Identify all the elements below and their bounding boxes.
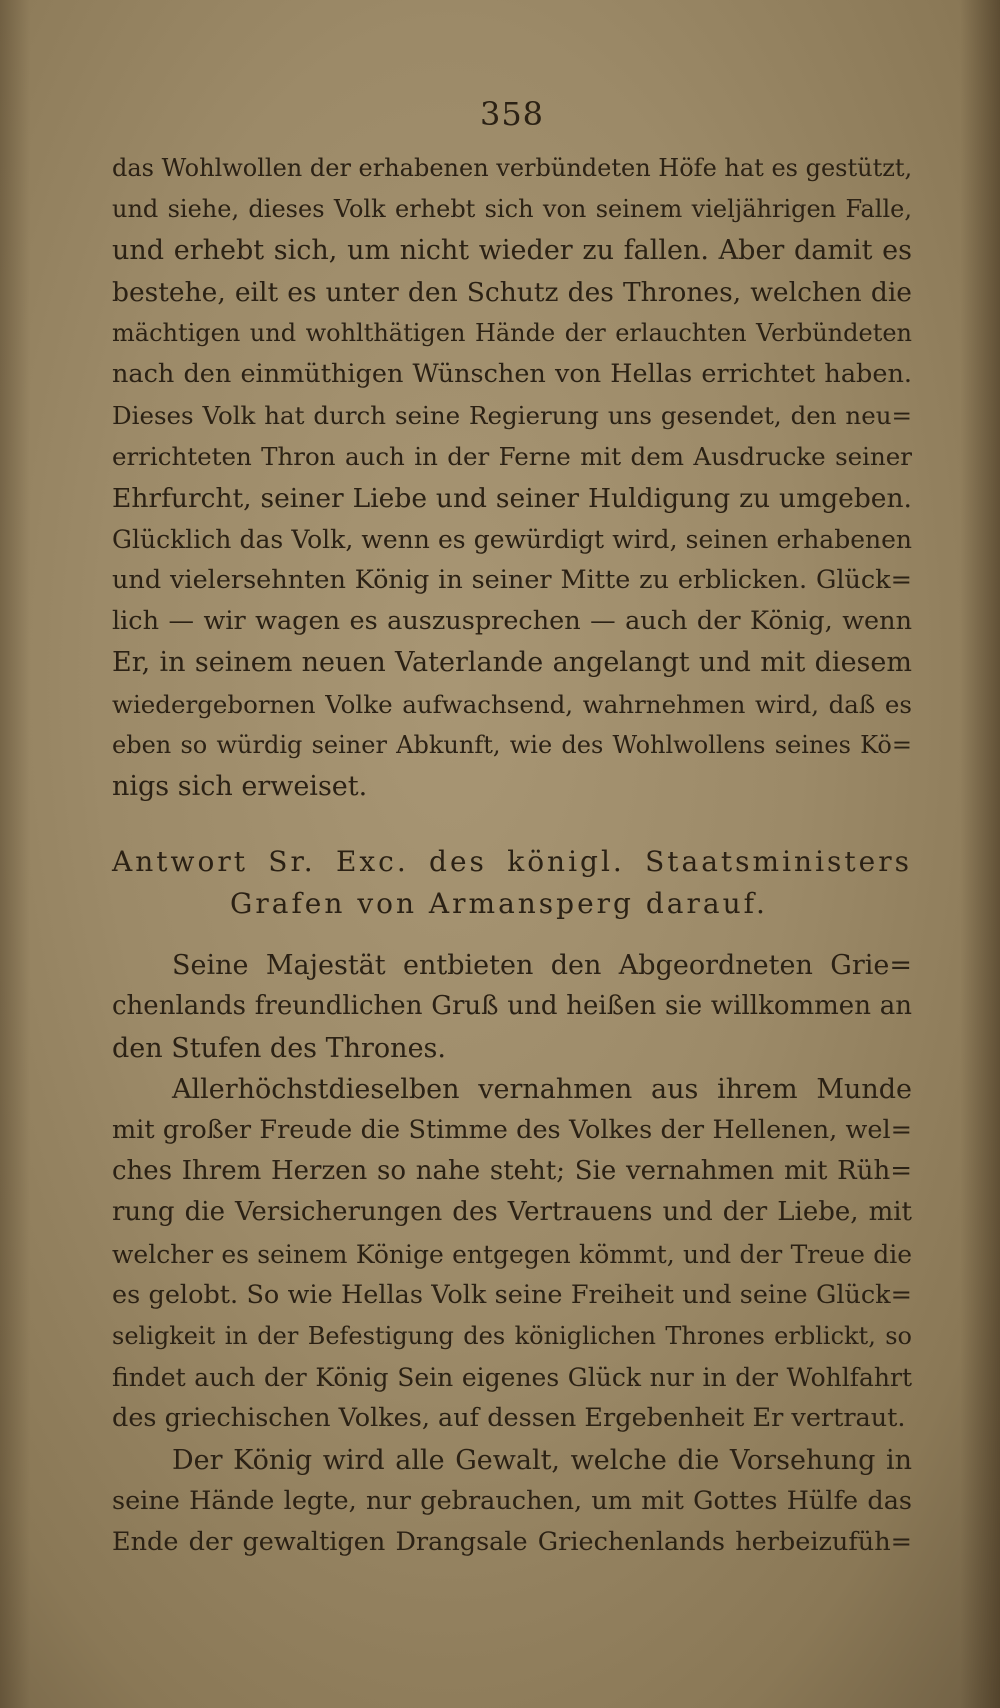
text-block xyxy=(112,90,912,1563)
text-line: chenlands freundlichen Gruß und heißen sie willkommen an xyxy=(112,991,912,1022)
text-line: mächtigen und wohlthätigen Hände der erlauchten Verbündeten xyxy=(112,318,912,347)
text-line: Ende der gewaltigen Drangsale Griechenlands herbeizufüh= xyxy=(112,1527,912,1558)
paragraph-2 xyxy=(112,945,912,1069)
text-line: nach den einmüthigen Wünschen von Hellas errichtet haben. xyxy=(112,359,912,390)
text-line: und vielersehnten König in seiner Mitte zu erblicken. Glück= xyxy=(112,565,912,596)
text-line: welcher es seinem Könige entgegen kömmt, und der Treue die xyxy=(112,1239,912,1269)
text-line: nigs sich erweiset. xyxy=(112,771,368,803)
text-line: Dieses Volk hat durch seine Regierung uns gesendet, den neu= xyxy=(112,401,912,431)
text-line: lich — wir wagen es auszusprechen — auch der König, wenn xyxy=(112,606,912,637)
text-line: mit großer Freude die Stimme des Volkes der Hellenen, wel= xyxy=(112,1115,912,1146)
text-line: den Stufen des Thrones. xyxy=(112,1032,446,1064)
text-line: und siehe, dieses Volk erhebt sich von seinem vieljährigen Falle, xyxy=(112,195,912,224)
text-line: des griechischen Volkes, auf dessen Ergebenheit Er vertraut. xyxy=(112,1403,906,1434)
text-line: Glücklich das Volk, wenn es gewürdigt wird, seinen erhabenen xyxy=(112,524,912,554)
section-heading xyxy=(112,841,912,925)
text-line: rung die Versicherungen des Vertrauens und der Liebe, mit xyxy=(112,1197,912,1228)
text-line: Allerhöchstdieselben vernahmen aus ihrem Munde xyxy=(172,1073,912,1105)
text-line: seine Hände legte, nur gebrauchen, um mit Gottes Hülfe das xyxy=(112,1485,912,1516)
page-edge-shadow xyxy=(960,0,1000,1708)
text-line: wiedergebornen Volke aufwachsend, wahrnehmen wird, daß es xyxy=(112,689,912,719)
text-line: es gelobt. So wie Hellas Volk seine Freiheit und seine Glück= xyxy=(112,1279,912,1310)
text-line: eben so würdig seiner Abkunft, wie des Wohlwollens seines Kö= xyxy=(112,730,912,759)
text-line: findet auch der König Sein eigenes Glück nur in der Wohlfahrt xyxy=(112,1363,912,1393)
paragraph-4 xyxy=(112,1440,912,1564)
text-line: und erhebt sich, um nicht wieder zu fallen. Aber damit es xyxy=(112,235,912,267)
heading-line-2: Grafen von Armansperg darauf. xyxy=(230,887,768,921)
paragraph-3 xyxy=(112,1069,912,1440)
heading-line-1: Antwort Sr. Exc. des königl. Staatsministers xyxy=(112,845,912,879)
text-line: Er, in seinem neuen Vaterlande angelangt und mit diesem xyxy=(112,647,912,679)
text-line: das Wohlwollen der erhabenen verbündeten Höfe hat es gestützt, xyxy=(112,154,913,182)
text-line: errichteten Thron auch in der Ferne mit dem Ausdrucke seiner xyxy=(112,442,912,472)
text-line: Ehrfurcht, seiner Liebe und seiner Huldigung zu umgeben. xyxy=(112,482,912,514)
text-line: ches Ihrem Herzen so nahe steht; Sie vernahmen mit Rüh= xyxy=(112,1156,912,1187)
text-line: Der König wird alle Gewalt, welche die Vorsehung in xyxy=(172,1444,912,1476)
page-number: 358 xyxy=(479,95,545,133)
paragraph-1 xyxy=(112,148,912,807)
text-line: Seine Majestät entbieten den Abgeordneten Grie= xyxy=(172,950,912,982)
text-line: seligkeit in der Befestigung des königlichen Thrones erblickt, so xyxy=(112,1322,912,1351)
text-line: bestehe, eilt es unter den Schutz des Thrones, welchen die xyxy=(112,276,912,308)
page-gutter-shadow xyxy=(0,0,30,1708)
